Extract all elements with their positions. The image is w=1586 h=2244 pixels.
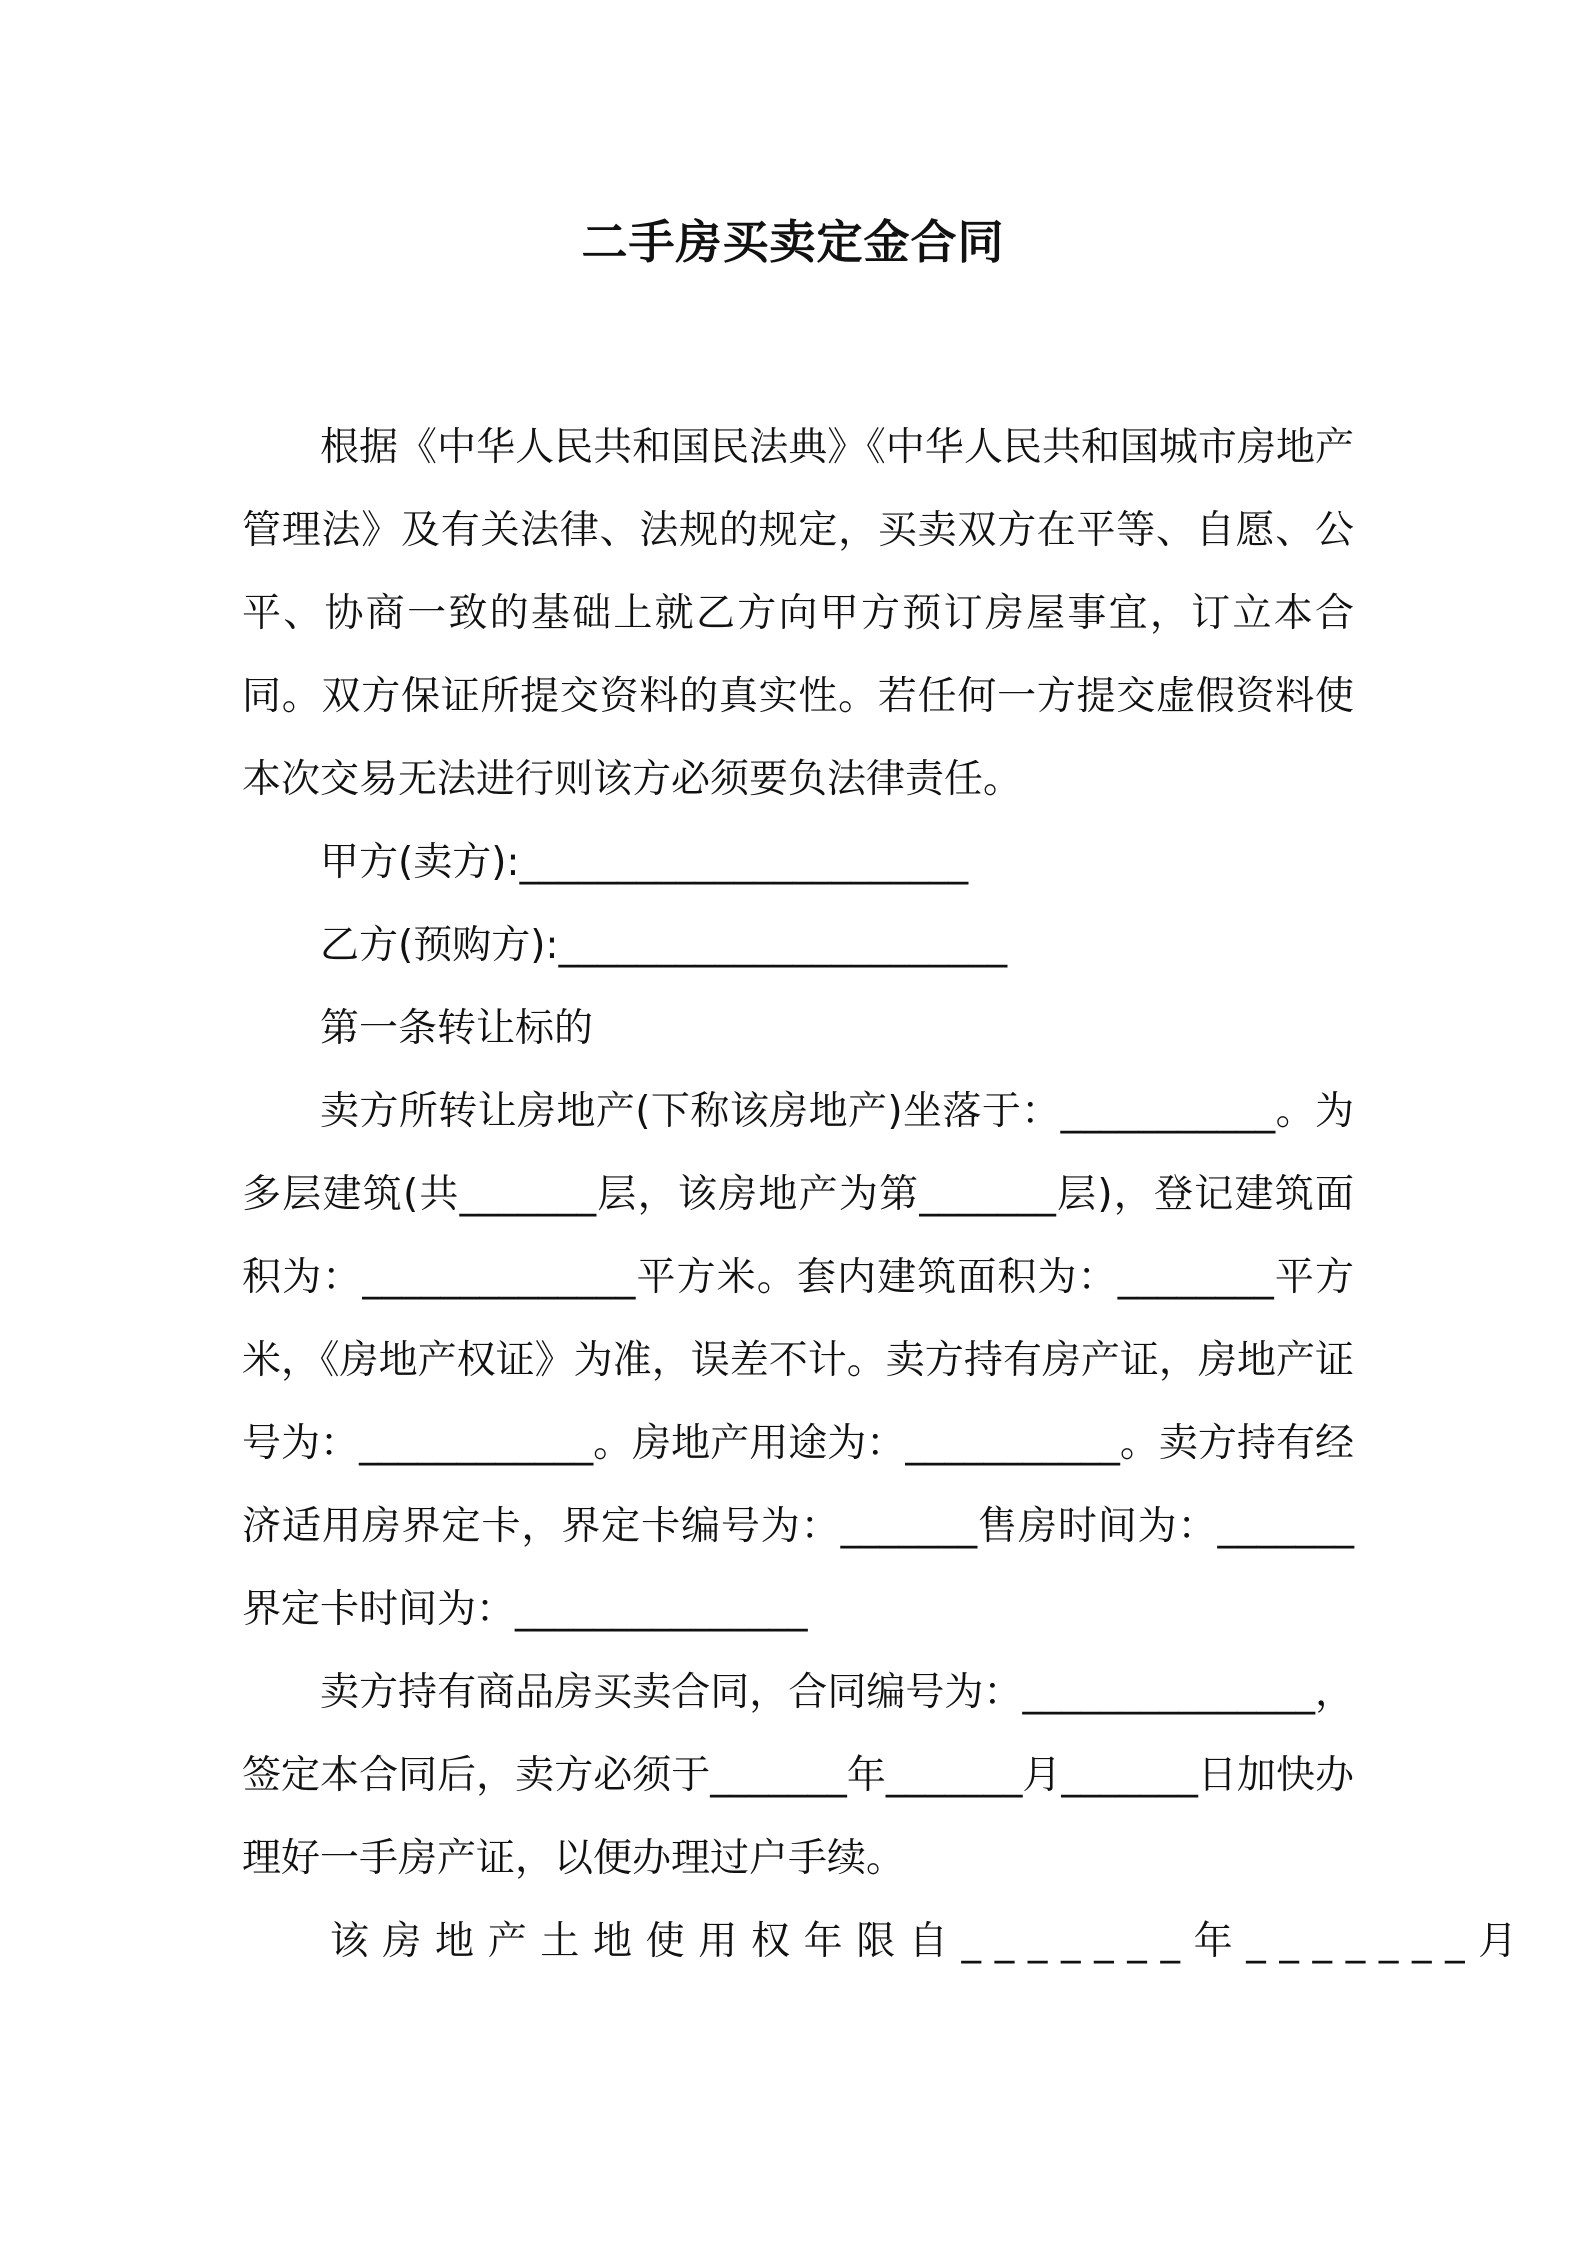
intro-paragraph: 根据《中华人民共和国民法典》《中华人民共和国城市房地产管理法》及有关法律、法规的规定，买卖双方在平等、自愿、公平、协商一致的基础上就乙方向甲方预订房屋事宜，订立本合同。双方保证所提交资料的真实性。若任何一方提交虚假资料使本次交易无法进行则该方必须要负法律责任。: [242, 425, 1354, 802]
article-1-paragraph-2: 卖方持有商品房买卖合同，合同编号为：_______________，签定本合同后，卖方必须于_______年_______月_______日加快办理好一手房产证，以便办理过户手续。: [242, 1670, 1354, 1881]
article-1-heading: 第一条转让标的: [320, 1006, 594, 1051]
article-1-paragraph-3: 该房地产土地使用权年限自_______年_______月: [329, 1919, 1531, 1964]
party-a-line: 甲方(卖方):_______________________: [320, 840, 969, 885]
article-1-paragraph-1: 卖方所转让房地产(下称该房地产)坐落于：___________。为多层建筑(共_______层，该房地产为第_______层)，登记建筑面积为：______________平方米。套内建筑面积为：________平方米，《房地产权证》为准，误差不计。卖方持有房产证，房地产证号为：____________。房地产用途为：___________。卖方持有经济适用房界定卡，界定卡编号为：_______售房时间为：_______界定卡时间为：_______________: [242, 1089, 1354, 1632]
document-body: [242, 406, 1531, 1983]
party-b-line: 乙方(预购方):_______________________: [320, 923, 1008, 968]
document-title: 二手房买卖定金合同: [581, 215, 1005, 269]
